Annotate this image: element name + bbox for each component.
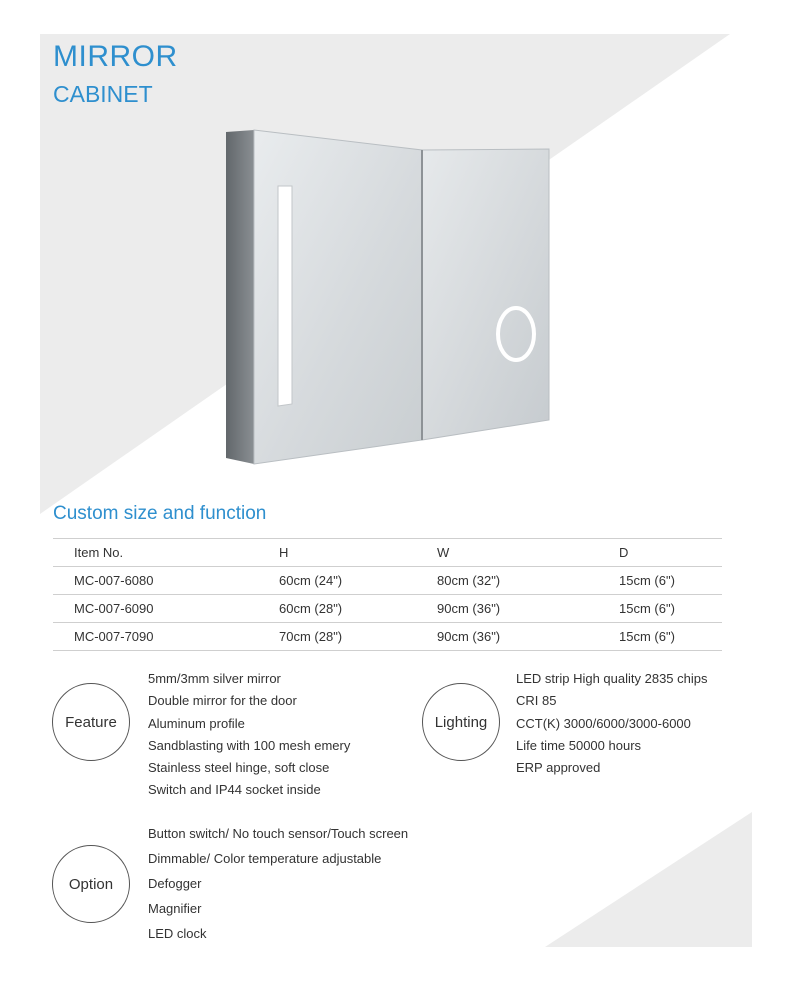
table-row xyxy=(53,595,722,623)
list-item: LED clock xyxy=(148,926,207,941)
header-item-no: Item No. xyxy=(53,539,279,567)
table-row xyxy=(53,623,722,651)
lighting-badge xyxy=(422,683,500,761)
list-item: Aluminum profile xyxy=(148,715,245,731)
list-item: Dimmable/ Color temperature adjustable xyxy=(148,851,382,866)
list-item: LED strip High quality 2835 chips xyxy=(516,671,708,686)
option-badge xyxy=(52,845,130,923)
section-title: Custom size and function xyxy=(53,503,267,524)
header-width: W xyxy=(437,539,619,567)
feature-list xyxy=(148,668,350,802)
feature-label: Feature xyxy=(65,713,117,731)
cell-width: 90cm (36") xyxy=(437,623,619,651)
cell-height: 60cm (24") xyxy=(279,567,437,595)
list-item: Life time 50000 hours xyxy=(516,737,642,753)
cell-width: 90cm (36") xyxy=(437,595,619,623)
feature-badge xyxy=(52,683,130,761)
cell-item-no: MC-007-7090 xyxy=(53,623,279,651)
option-label: Option xyxy=(68,875,114,893)
background-triangle-bottom xyxy=(545,812,752,947)
lighting-label: Lighting xyxy=(434,713,488,731)
page-title: MIRROR xyxy=(53,40,178,73)
header-height: H xyxy=(279,539,437,567)
mirror-cabinet-image xyxy=(222,126,554,470)
cell-item-no: MC-007-6080 xyxy=(53,567,279,595)
list-item: Stainless steel hinge, soft close xyxy=(148,760,330,776)
list-item: CRI 85 xyxy=(516,693,557,709)
table-row xyxy=(53,567,722,595)
size-table xyxy=(53,538,722,651)
cell-width: 80cm (32") xyxy=(437,567,619,595)
list-item: Sandblasting with 100 mesh emery xyxy=(148,737,351,753)
cell-height: 70cm (28") xyxy=(279,623,437,651)
cell-height: 60cm (28") xyxy=(279,595,437,623)
list-item: Defogger xyxy=(148,876,202,891)
cell-depth: 15cm (6") xyxy=(619,623,722,651)
list-item: Double mirror for the door xyxy=(148,693,297,709)
list-item: ERP approved xyxy=(516,760,601,776)
list-item: Magnifier xyxy=(148,901,202,916)
cell-depth: 15cm (6") xyxy=(619,567,722,595)
cell-depth: 15cm (6") xyxy=(619,595,722,623)
list-item: Switch and IP44 socket inside xyxy=(148,782,321,798)
cell-item-no: MC-007-6090 xyxy=(53,595,279,623)
lighting-list xyxy=(516,668,708,779)
list-item: 5mm/3mm silver mirror xyxy=(148,671,281,686)
list-item: Button switch/ No touch sensor/Touch screen xyxy=(148,826,409,841)
table-header-row xyxy=(53,539,722,567)
option-list xyxy=(148,821,408,946)
page-subtitle: CABINET xyxy=(53,81,153,107)
header-depth: D xyxy=(619,539,722,567)
list-item: CCT(K) 3000/6000/3000-6000 xyxy=(516,715,691,731)
